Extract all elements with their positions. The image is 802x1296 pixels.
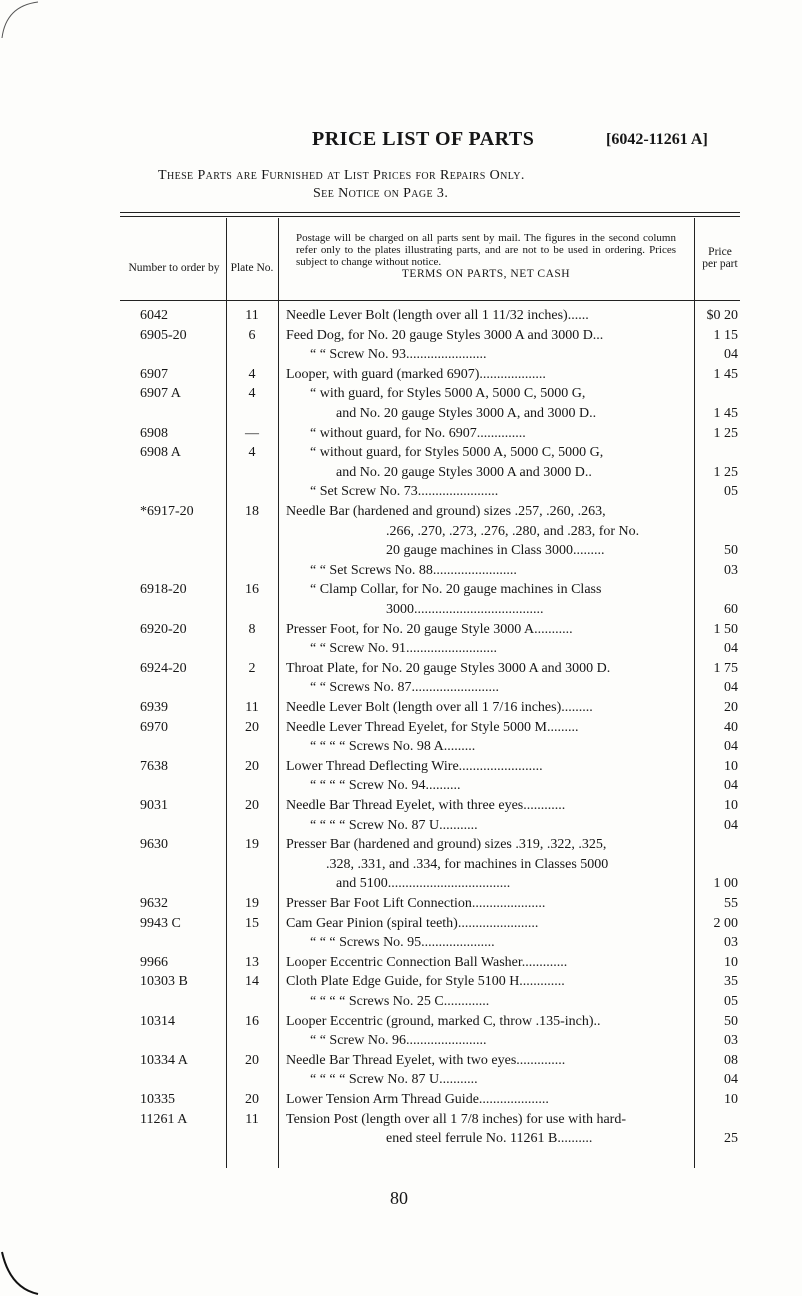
part-price: 1 25 <box>713 425 738 441</box>
part-number: 6908 A <box>140 445 181 461</box>
part-price: 50 <box>724 1013 738 1029</box>
part-number: 6907 A <box>140 386 181 402</box>
part-description: Lower Tension Arm Thread Guide.................... <box>286 1092 549 1107</box>
part-description: Looper Eccentric (ground, marked C, throw .135-inch).. <box>286 1013 601 1029</box>
table-top-rule-2 <box>120 216 740 217</box>
plate-number: 2 <box>248 660 256 676</box>
plate-number: 20 <box>245 1092 259 1107</box>
plate-number: 4 <box>248 366 256 382</box>
part-description: “ without guard, for No. 6907.............. <box>310 425 526 441</box>
part-description: 3000..................................... <box>386 602 544 617</box>
part-description: 20 gauge machines in Class 3000......... <box>386 543 605 559</box>
corner-scan-mark-icon <box>0 0 40 40</box>
part-price: 05 <box>724 484 738 500</box>
page-title: PRICE LIST OF PARTS <box>312 128 535 150</box>
part-price: 03 <box>724 1033 738 1049</box>
part-price: 04 <box>724 347 738 363</box>
part-price: 1 45 <box>713 406 738 421</box>
part-description: “ “ “ “ Screw No. 87 U........... <box>310 1072 478 1088</box>
plate-number: 20 <box>245 758 259 774</box>
part-description: “ “ “ “ Screw No. 87 U........... <box>310 817 478 833</box>
part-number: 9943 C <box>140 915 181 931</box>
part-price: 04 <box>724 641 738 657</box>
plate-number: 19 <box>245 896 259 911</box>
plate-number: 16 <box>245 582 259 598</box>
plate-number: 14 <box>245 974 259 990</box>
part-number: 6920-20 <box>140 621 187 637</box>
part-number: 6907 <box>140 366 168 382</box>
plate-number: 19 <box>245 837 259 853</box>
part-description: Looper, with guard (marked 6907)................... <box>286 366 546 382</box>
part-description: “ without guard, for Styles 5000 A, 5000 C, 5000 G, <box>310 445 604 461</box>
part-number: 9630 <box>140 837 168 853</box>
part-price: 60 <box>724 602 738 617</box>
part-description: “ “ “ “ Screws No. 25 C............. <box>310 994 490 1009</box>
part-number: 6939 <box>140 700 168 715</box>
part-number: 6924-20 <box>140 660 187 676</box>
plate-number: 8 <box>248 621 256 637</box>
part-description: “ Clamp Collar, for No. 20 gauge machines in Class <box>310 582 602 598</box>
part-price: 10 <box>724 798 738 813</box>
part-price: 1 15 <box>713 327 738 343</box>
part-number: 10335 <box>140 1092 175 1107</box>
part-description: Cloth Plate Edge Guide, for Style 5100 H............. <box>286 974 565 990</box>
part-price: 04 <box>724 680 738 696</box>
table-top-rule-1 <box>120 212 740 213</box>
part-description: Needle Lever Thread Eyelet, for Style 5000 M......... <box>286 719 579 735</box>
subtitle-repairs: These Parts are Furnished at List Prices for Repairs Only. <box>158 168 525 183</box>
notice-text: Postage will be charged on all parts sent by mail. The figures in the second column refer only to the plates illustrating parts, and are not to be used in ordering. Prices subject to change without notice. <box>296 232 676 268</box>
plate-number: 15 <box>245 915 259 931</box>
part-number: 6905-20 <box>140 327 187 343</box>
part-description: Needle Bar (hardened and ground) sizes .257, .260, .263, <box>286 504 606 519</box>
part-price: 10 <box>724 758 738 774</box>
table-header-rule <box>120 300 740 301</box>
part-number: 6042 <box>140 308 168 323</box>
part-price: 1 50 <box>713 621 738 637</box>
part-price: 1 45 <box>713 366 738 382</box>
plate-number: 4 <box>248 445 256 461</box>
part-price: 50 <box>724 543 738 559</box>
part-description: “ Set Screw No. 73....................... <box>310 484 499 500</box>
part-number: 9966 <box>140 954 168 970</box>
part-description: “ “ Set Screws No. 88........................ <box>310 562 517 578</box>
plate-number: 18 <box>245 504 259 519</box>
part-description: .328, .331, and .334, for machines in Classes 5000 <box>326 856 609 872</box>
plate-number: 11 <box>245 308 259 323</box>
column-header-plate: Plate No. <box>230 262 274 274</box>
part-price: 2 00 <box>713 915 738 931</box>
part-number: 6918-20 <box>140 582 187 598</box>
part-description: “ “ Screw No. 93....................... <box>310 347 487 363</box>
part-number: 9031 <box>140 798 168 813</box>
part-number: *6917-20 <box>140 504 194 519</box>
part-description: “ “ “ Screws No. 95..................... <box>310 935 495 951</box>
notice-block <box>296 232 676 280</box>
part-description: Cam Gear Pinion (spiral teeth)....................... <box>286 915 539 931</box>
part-number: 11261 A <box>140 1111 188 1127</box>
part-price: 10 <box>724 1092 738 1107</box>
part-number: 10334 A <box>140 1052 188 1068</box>
part-number: 9632 <box>140 896 168 911</box>
plate-number: 4 <box>248 386 256 402</box>
part-range-code: [6042-11261 A] <box>606 131 708 148</box>
part-description: “ “ Screw No. 96....................... <box>310 1033 487 1049</box>
part-price: 1 25 <box>713 464 738 480</box>
part-price: 04 <box>724 739 738 755</box>
part-number: 6908 <box>140 425 168 441</box>
part-price: 25 <box>724 1131 738 1147</box>
part-description: Presser Bar (hardened and ground) sizes .319, .322, .325, <box>286 837 607 853</box>
part-price: $0 20 <box>706 308 738 323</box>
part-price: 04 <box>724 817 738 833</box>
plate-number: 11 <box>245 700 259 715</box>
plate-number: 6 <box>248 327 256 343</box>
part-price: 55 <box>724 896 738 911</box>
part-description: Presser Bar Foot Lift Connection..................... <box>286 896 546 911</box>
part-price: 20 <box>724 700 738 715</box>
part-number: 6970 <box>140 719 168 735</box>
part-description: “ with guard, for Styles 5000 A, 5000 C, 5000 G, <box>310 386 586 402</box>
part-description: Needle Bar Thread Eyelet, with two eyes.............. <box>286 1052 566 1068</box>
part-price: 10 <box>724 954 738 970</box>
part-description: Throat Plate, for No. 20 gauge Styles 3000 A and 3000 D. <box>286 660 611 676</box>
terms-line: TERMS ON PARTS, NET CASH <box>401 268 571 280</box>
part-price: 35 <box>724 974 738 990</box>
plate-number: 13 <box>245 954 259 970</box>
part-description: ened steel ferrule No. 11261 B.......... <box>386 1131 593 1147</box>
plate-number: 20 <box>245 719 259 735</box>
part-description: Needle Lever Bolt (length over all 1 11/32 inches)...... <box>286 308 589 323</box>
part-price: 1 00 <box>713 876 738 892</box>
plate-number: 16 <box>245 1013 259 1029</box>
part-price: 04 <box>724 1072 738 1088</box>
part-price: 04 <box>724 778 738 794</box>
plate-number: — <box>245 425 259 441</box>
part-description: “ “ Screws No. 87......................... <box>310 680 499 696</box>
plate-number: 11 <box>245 1111 259 1127</box>
part-description: Tension Post (length over all 1 7/8 inches) for use with hard- <box>286 1111 627 1127</box>
part-price: 05 <box>724 994 738 1009</box>
part-description: Presser Foot, for No. 20 gauge Style 3000 A........... <box>286 621 573 637</box>
part-description: Needle Bar Thread Eyelet, with three eyes............ <box>286 798 566 813</box>
part-price: 1 75 <box>713 660 738 676</box>
subtitle-notice: See Notice on Page 3. <box>313 186 449 201</box>
part-price: 40 <box>724 719 738 735</box>
part-description: and 5100................................... <box>336 876 511 892</box>
part-description: “ “ “ “ Screw No. 94.......... <box>310 778 461 794</box>
column-header-number: Number to order by <box>128 262 220 274</box>
column-header-price: Price per part <box>702 246 738 270</box>
part-description: “ “ “ “ Screws No. 98 A......... <box>310 739 476 755</box>
part-description: Feed Dog, for No. 20 gauge Styles 3000 A and 3000 D... <box>286 327 604 343</box>
corner-scan-mark-icon <box>0 1250 40 1296</box>
plate-number: 20 <box>245 798 259 813</box>
part-description: Lower Thread Deflecting Wire........................ <box>286 758 543 774</box>
part-number: 10303 B <box>140 974 188 990</box>
part-description: and No. 20 gauge Styles 3000 A and 3000 D.. <box>336 464 592 480</box>
part-description: “ “ Screw No. 91.......................... <box>310 641 498 657</box>
part-description: and No. 20 gauge Styles 3000 A, and 3000 D.. <box>336 406 597 421</box>
part-price: 08 <box>724 1052 738 1068</box>
part-price: 03 <box>724 935 738 951</box>
part-number: 7638 <box>140 758 168 774</box>
plate-number: 20 <box>245 1052 259 1068</box>
part-number: 10314 <box>140 1013 175 1029</box>
part-description: .266, .270, .273, .276, .280, and .283, for No. <box>386 523 640 539</box>
part-price: 03 <box>724 562 738 578</box>
part-description: Looper Eccentric Connection Ball Washer............. <box>286 954 568 970</box>
page-number: 80 <box>390 1188 408 1208</box>
part-description: Needle Lever Bolt (length over all 1 7/16 inches)......... <box>286 700 593 715</box>
